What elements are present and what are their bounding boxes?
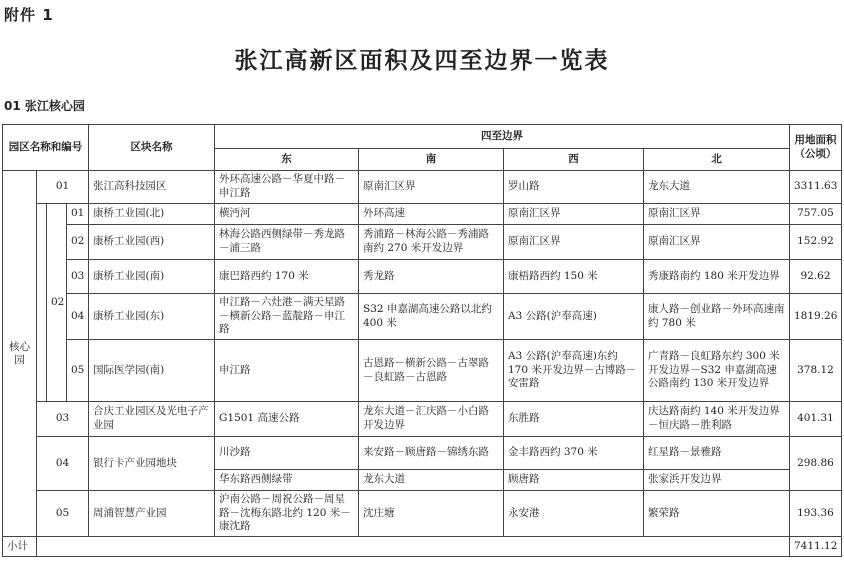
west-cell: 金丰路西约 370 米 — [504, 437, 644, 470]
area-cell: 3311.63 — [790, 171, 842, 204]
south-cell: 沈庄塘 — [359, 491, 504, 537]
west-cell: A3 公路(沪奉高速) — [504, 294, 644, 340]
north-cell: 龙东大道 — [644, 171, 790, 204]
header-boundary: 四至边界 — [215, 125, 790, 149]
east-cell: 外环高速公路－华夏中路－申江路 — [215, 171, 359, 204]
block-name: 康桥工业园(东) — [89, 294, 215, 340]
header-area: 用地面积（公顷） — [790, 125, 842, 171]
sub-no: 02 — [67, 225, 89, 260]
table-row — [3, 171, 842, 204]
park-no: 05 — [37, 491, 89, 537]
group-no: 02 — [47, 204, 67, 402]
block-name: 康桥工业园(南) — [89, 260, 215, 294]
west-cell: 原南汇区界 — [504, 204, 644, 225]
north-cell: 繁荣路 — [644, 491, 790, 537]
north-cell: 广青路－良虹路东约 300 米开发边界－S32 申嘉湖高速公路南约 130 米开发边界 — [644, 340, 790, 402]
section-subtitle: 01 张江核心园 — [4, 99, 85, 113]
block-name: 张江高科技园区 — [89, 171, 215, 204]
table-row — [3, 340, 842, 402]
block-name: 周浦智慧产业园 — [89, 491, 215, 537]
table-row — [3, 491, 842, 537]
north-cell: 原南汇区界 — [644, 204, 790, 225]
sub-no: 01 — [67, 204, 89, 225]
block-name: 国际医学园(南) — [89, 340, 215, 402]
area-cell: 152.92 — [790, 225, 842, 260]
north-cell: 秀康路南约 180 米开发边界 — [644, 260, 790, 294]
south-cell: 秀龙路 — [359, 260, 504, 294]
east-cell: 林海公路西侧绿带－秀龙路－浦三路 — [215, 225, 359, 260]
east-cell: 沪南公路－周祝公路－周星路－沈梅东路北约 120 米－康沈路 — [215, 491, 359, 537]
header-south: 南 — [359, 149, 504, 171]
header-north: 北 — [644, 149, 790, 171]
west-cell: 原南汇区界 — [504, 225, 644, 260]
east-cell: 横沔河 — [215, 204, 359, 225]
south-cell: 龙东大道－汇庆路－小白路开发边界 — [359, 402, 504, 437]
east-cell: 申江路 — [215, 340, 359, 402]
south-cell: S32 申嘉湖高速公路以北约 400 米 — [359, 294, 504, 340]
table-row — [3, 437, 842, 470]
spacer — [37, 204, 47, 402]
area-cell: 757.05 — [790, 204, 842, 225]
park-no: 01 — [37, 171, 89, 204]
south-cell: 秀浦路－林海公路－秀浦路南约 270 米开发边界 — [359, 225, 504, 260]
north-cell: 红星路－景雅路 — [644, 437, 790, 470]
area-cell: 92.62 — [790, 260, 842, 294]
east-cell: 康巴路西约 170 米 — [215, 260, 359, 294]
header-block: 区块名称 — [89, 125, 215, 171]
page-title: 张江高新区面积及四至边界一览表 — [234, 47, 610, 74]
block-name: 康桥工业园(西) — [89, 225, 215, 260]
east-cell: G1501 高速公路 — [215, 402, 359, 437]
north-cell: 康人路－创业路－外环高速南约 780 米 — [644, 294, 790, 340]
header-west: 西 — [504, 149, 644, 171]
table-row — [3, 402, 842, 437]
south-cell: 原南汇区界 — [359, 171, 504, 204]
north-cell: 庆达路南约 140 米开发边界－恒庆路－胜利路 — [644, 402, 790, 437]
south-cell: 来安路－顾唐路－锦绣东路 — [359, 437, 504, 470]
total-area: 7411.12 — [790, 537, 842, 557]
table-row — [3, 204, 842, 225]
park-no: 04 — [37, 437, 89, 491]
sub-no: 04 — [67, 294, 89, 340]
area-cell: 401.31 — [790, 402, 842, 437]
sub-no: 05 — [67, 340, 89, 402]
attachment-label: 附件 1 — [4, 6, 54, 24]
north-cell: 张家浜开发边界 — [644, 470, 790, 491]
park-no: 03 — [37, 402, 89, 437]
east-cell: 申江路－六灶港－满天星路－横新公路－蓝靛路－申江路 — [215, 294, 359, 340]
west-cell: 康梧路西约 150 米 — [504, 260, 644, 294]
west-cell: 罗山路 — [504, 171, 644, 204]
boundary-table — [2, 124, 842, 557]
total-label: 小计 — [3, 537, 37, 557]
total-row — [3, 537, 842, 557]
header-east: 东 — [215, 149, 359, 171]
block-name: 康桥工业园(北) — [89, 204, 215, 225]
table-row — [3, 225, 842, 260]
south-cell: 外环高速 — [359, 204, 504, 225]
table-row — [3, 260, 842, 294]
area-cell: 1819.26 — [790, 294, 842, 340]
area-cell: 378.12 — [790, 340, 842, 402]
west-cell: 永安港 — [504, 491, 644, 537]
south-cell: 龙东大道 — [359, 470, 504, 491]
east-cell: 华东路西侧绿带 — [215, 470, 359, 491]
area-cell: 193.36 — [790, 491, 842, 537]
zone-label: 核心园 — [3, 171, 37, 537]
west-cell: 东胜路 — [504, 402, 644, 437]
block-name: 银行卡产业园地块 — [89, 437, 215, 491]
sub-no: 03 — [67, 260, 89, 294]
north-cell: 原南汇区界 — [644, 225, 790, 260]
east-cell: 川沙路 — [215, 437, 359, 470]
area-cell: 298.86 — [790, 437, 842, 491]
header-park: 园区名称和编号 — [3, 125, 89, 171]
south-cell: 古恩路－横新公路－古翠路－良虹路－古恩路 — [359, 340, 504, 402]
table-row — [3, 294, 842, 340]
block-name: 合庆工业园区及光电子产业园 — [89, 402, 215, 437]
total-spacer — [37, 537, 790, 557]
west-cell: A3 公路(沪奉高速)东约 170 米开发边界－古博路－安雷路 — [504, 340, 644, 402]
west-cell: 顾唐路 — [504, 470, 644, 491]
